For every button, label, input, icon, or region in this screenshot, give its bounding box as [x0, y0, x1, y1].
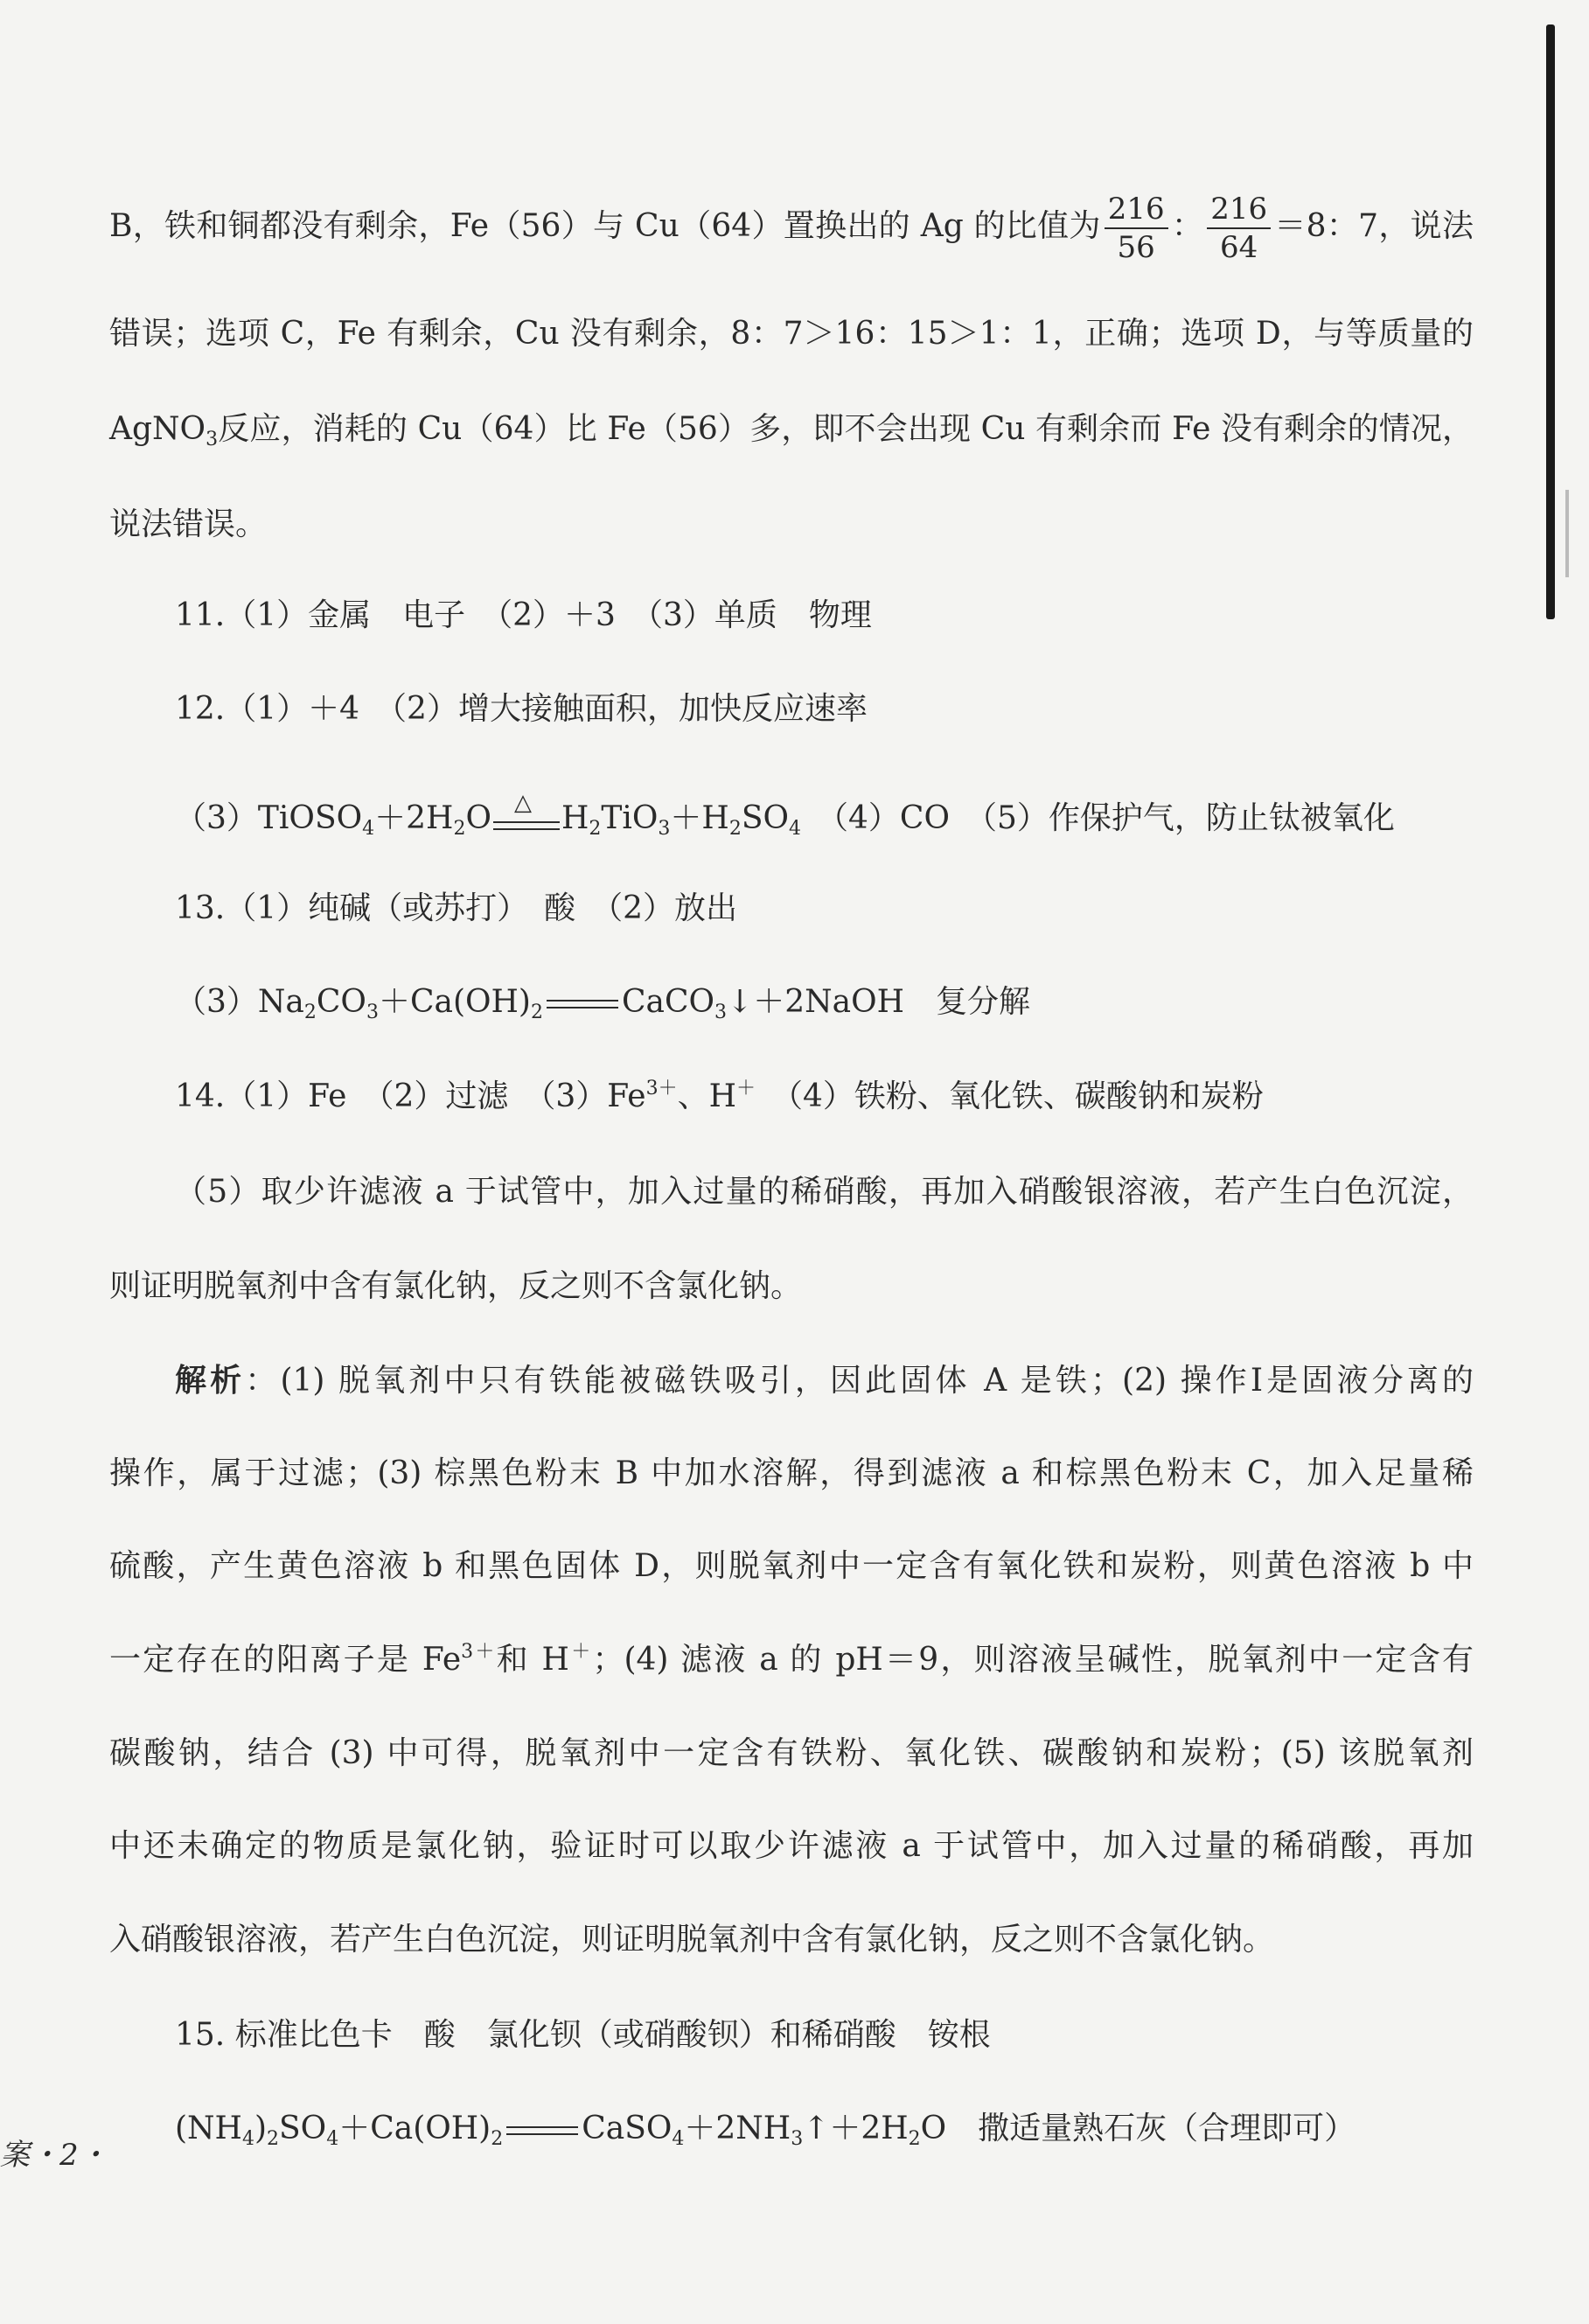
eq-text: CO — [316, 984, 366, 1020]
answer-15-equation — [175, 2108, 1539, 2150]
fraction-numerator: 216 — [1207, 194, 1271, 229]
eq-text: ＋Ca(OH) — [338, 2111, 491, 2146]
fraction-216-56 — [1105, 192, 1168, 265]
analysis-line-3: 硫酸，产生黄色溶液 b 和黑色固体 D，则脱氧剂中一定含有氧化铁和炭粉，则黄色溶液 b 中 — [109, 1548, 1474, 1584]
subscript: 2 — [728, 818, 742, 840]
subscript: 3 — [658, 818, 671, 840]
analysis-line-6: 中还未确定的物质是氯化钠，验证时可以取少许滤液 a 于试管中，加入过量的稀硝酸，再加 — [109, 1828, 1474, 1864]
page-number: 案・2・ — [0, 2138, 108, 2173]
fraction-216-64 — [1207, 192, 1271, 265]
eq-text: CaCO — [621, 984, 715, 1020]
subscript: 2 — [530, 1001, 543, 1023]
answer-12-equation — [175, 790, 1539, 840]
superscript: ＋ — [568, 1641, 593, 1663]
equals-sign — [547, 1000, 618, 1008]
answer-13-part-1: 13.（1）纯碱（或苏打） 酸 （2）放出 — [175, 890, 738, 926]
eq-text: ＋H — [670, 800, 729, 836]
heat-triangle-icon: △ — [513, 790, 532, 816]
analysis-label: 解析 — [175, 1362, 246, 1399]
line-text: AgNO — [109, 411, 206, 447]
page-edge-shadow — [1546, 24, 1555, 619]
answer-14-part-5-cont: 则证明脱氧剂中含有氯化钠，反之则不含氯化钠。 — [109, 1268, 803, 1304]
eq-text: SO — [741, 800, 789, 836]
eq-text: ↑＋2H — [803, 2111, 909, 2146]
subscript: 2 — [453, 818, 466, 840]
eq-text: （4）CO （5）作保护气，防止钛被氧化 — [801, 800, 1395, 836]
heating-equals-sign — [493, 790, 560, 834]
fraction-denominator: 64 — [1220, 230, 1258, 265]
line-text: ：(1) 脱氧剂中只有铁能被磁铁吸引，因此固体 A 是铁；(2) 操作Ⅰ是固液分离的 — [245, 1363, 1474, 1399]
superscript: ＋ — [736, 1078, 756, 1099]
line-text: （4）铁粉、氧化铁、碳酸钠和炭粉 — [756, 1078, 1264, 1114]
subscript: 3 — [366, 1001, 379, 1023]
eq-text: TiO — [601, 800, 659, 836]
subscript: 3 — [206, 429, 219, 450]
superscript: 3＋ — [461, 1641, 497, 1663]
subscript: 2 — [491, 2128, 504, 2150]
fraction-denominator: 56 — [1117, 230, 1155, 265]
analysis-line-4 — [109, 1639, 1474, 1681]
answer-12-part-1: 12.（1）＋4 （2）增大接触面积，加快反应速率 — [175, 691, 868, 727]
text-line-4: 说法错误。 — [109, 506, 268, 542]
answer-13-equation — [175, 981, 1539, 1023]
answer-14-part-5: （5）取少许滤液 a 于试管中，加入过量的稀硝酸，再加入硝酸银溶液，若产生白色沉淀， — [175, 1174, 1474, 1210]
subscript: 2 — [589, 818, 602, 840]
superscript: 3＋ — [645, 1078, 678, 1099]
line-text: 反应，消耗的 Cu（64）比 Fe（56）多，即不会出现 Cu 有剩余而 Fe 没有剩余的情况， — [218, 411, 1474, 447]
subscript: 4 — [362, 818, 375, 840]
subscript: 4 — [241, 2128, 254, 2150]
eq-text: ＋2NH — [684, 2111, 791, 2146]
eq-text: O — [465, 800, 491, 836]
eq-text: （3）TiOSO — [175, 800, 363, 836]
subscript: 2 — [267, 2128, 279, 2150]
eq-text: ) — [254, 2111, 267, 2146]
analysis-line-5: 碳酸钠，结合 (3) 中可得，脱氧剂中一定含有铁粉、氧化铁、碳酸钠和炭粉；(5) 该脱氧剂 — [109, 1735, 1474, 1771]
eq-text: O 撒适量熟石灰（合理即可） — [920, 2111, 1356, 2146]
line-text: 一定存在的阳离子是 Fe — [109, 1642, 462, 1678]
page-edge-mark — [1565, 490, 1569, 577]
eq-text: CaSO — [582, 2111, 673, 2146]
subscript: 2 — [908, 2128, 921, 2150]
subscript: 3 — [791, 2128, 804, 2150]
line-text: 14.（1）Fe （2）过滤 （3）Fe — [175, 1078, 646, 1114]
text-line-3 — [109, 408, 1474, 450]
line-text: 、H — [677, 1078, 737, 1114]
answer-15-part-1: 15. 标准比色卡 酸 氯化钡（或硝酸钡）和稀硝酸 铵根 — [175, 2017, 991, 2053]
equals-sign — [506, 2126, 578, 2135]
eq-text: (NH — [175, 2111, 242, 2146]
eq-text: （3）Na — [175, 984, 304, 1020]
analysis-line-7: 入硝酸银溶液，若产生白色沉淀，则证明脱氧剂中含有氯化钠，反之则不含氯化钠。 — [109, 1922, 1275, 1958]
colon: ： — [1171, 208, 1204, 244]
subscript: 3 — [714, 1001, 728, 1023]
answer-11: 11.（1）金属 电子 （2）＋3 （3）单质 物理 — [175, 597, 872, 633]
text-line-1 — [109, 192, 1474, 265]
fraction-numerator: 216 — [1105, 194, 1168, 229]
answer-14-part-1 — [175, 1076, 1539, 1118]
subscript: 4 — [326, 2128, 339, 2150]
eq-text: SO — [279, 2111, 327, 2146]
subscript: 4 — [789, 818, 801, 840]
eq-text: ＋Ca(OH) — [378, 984, 531, 1020]
analysis-line-1 — [175, 1359, 1474, 1402]
subscript: 4 — [672, 2128, 685, 2150]
line-text: B，铁和铜都没有剩余，Fe（56）与 Cu（64）置换出的 Ag 的比值为 — [109, 208, 1101, 244]
text-line-2: 错误；选项 C，Fe 有剩余，Cu 没有剩余，8：7＞16：15＞1：1，正确；选项 D，与等质量的 — [109, 316, 1474, 352]
eq-text: ＋2H — [374, 800, 454, 836]
line-text: 和 H — [496, 1642, 569, 1678]
analysis-line-2: 操作，属于过滤；(3) 棕黑色粉末 B 中加水溶解，得到滤液 a 和棕黑色粉末 C，加入足量稀 — [109, 1455, 1474, 1491]
line-text: ；(4) 滤液 a 的 pH＝9，则溶液呈碱性，脱氧剂中一定含有 — [592, 1642, 1474, 1678]
eq-text: ↓＋2NaOH 复分解 — [727, 984, 1030, 1020]
subscript: 2 — [303, 1001, 317, 1023]
eq-text: H — [561, 800, 589, 836]
line-text: ＝8：7，说法 — [1274, 208, 1474, 244]
